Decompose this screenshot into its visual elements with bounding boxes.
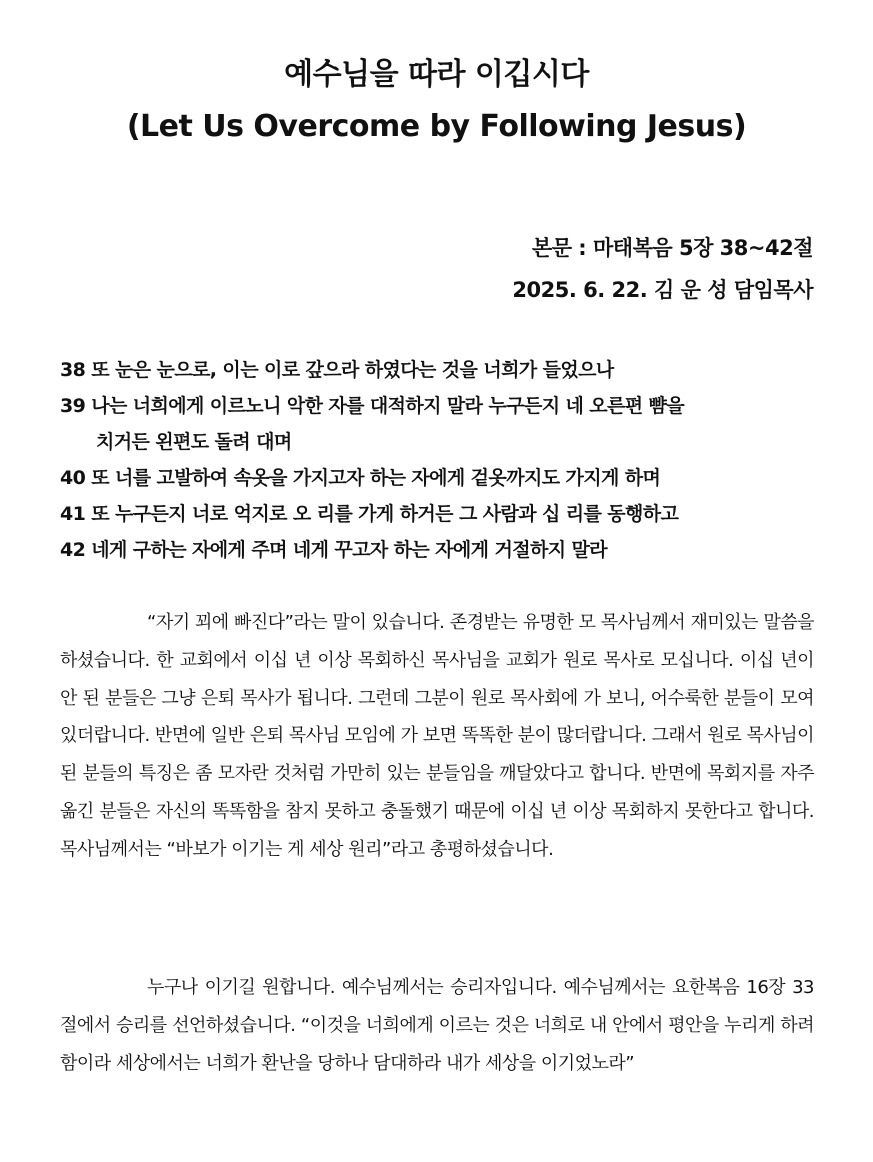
sermon-title-english: (Let Us Overcome by Following Jesus) [126, 109, 747, 144]
verse-number: 41 [60, 503, 86, 525]
sermon-title-korean: 예수님을 따라 이깁시다 [284, 57, 589, 92]
verse-line [60, 460, 820, 496]
scripture-verses [60, 352, 820, 568]
verse-line [60, 532, 820, 568]
verse-line [60, 388, 820, 424]
date-and-author: 2025. 6. 22. 김 운 성 담임목사 [512, 278, 813, 302]
verse-line [60, 352, 820, 388]
verse-text: 또 너를 고발하여 속옷을 가지고자 하는 자에게 겉옷까지도 가지게 하며 [91, 467, 661, 489]
verse-text: 나는 너희에게 이르노니 악한 자를 대적하지 말라 누구든지 네 오른편 뺨을 [91, 395, 685, 417]
body-paragraph: “자기 꾀에 빠진다”라는 말이 있습니다. 존경받는 유명한 모 목사님께서 재미있는 말씀을 하셨습니다. 한 교회에서 이십 년 이상 목회하신 목사님을 교회가 원로 목사로 모십니다. 이십 년이 안 된 분들은 그냥 은퇴 목사가 됩니다. 그런데 그분이 원로 목사회에 가 보니, 어수룩한 분들이 모여 있더랍니다. 반면에 일반 은퇴 목사님 모임에 가 보면 똑똑한 분이 많더랍니다. 그래서 원로 목사님이 된 분들의 특징은 좀 모자란 것처럼 가만히 있는 분들임을 깨달았다고 합니다. 반면에 목회지를 자주 옮긴 분들은 자신의 똑똑함을 참지 못하고 충돌했기 때문에 이십 년 이상 목회하지 못한다고 합니다. 목사님께서는 “바보가 이기는 게 세상 원리”라고 총평하셨습니다. [60, 612, 814, 860]
body-paragraph: 누구나 이기길 원합니다. 예수님께서는 승리자입니다. 예수님께서는 요한복음 16장 33절에서 승리를 선언하셨습니다. “이것을 너희에게 이르는 것은 너희로 내 안에서 평안을 누리게 하려 함이라 세상에서는 너희가 환난을 당하나 담대하라 내가 세상을 이기었노라” [60, 977, 814, 1074]
verse-continuation: 치거든 왼편도 돌려 대며 [96, 431, 292, 453]
verse-number: 38 [60, 359, 86, 381]
verse-text: 또 눈은 눈으로, 이는 이로 갚으라 하였다는 것을 너희가 들었으나 [91, 359, 614, 381]
verse-text: 네게 구하는 자에게 주며 네게 꾸고자 하는 자에게 거절하지 말라 [91, 539, 607, 561]
verse-line [60, 496, 820, 532]
verse-number: 40 [60, 467, 86, 489]
verse-number: 42 [60, 539, 86, 561]
verse-text: 또 누구든지 너로 억지로 오 리를 가게 하거든 그 사람과 십 리를 동행하고 [91, 503, 679, 525]
scripture-reference: 본문 : 마태복음 5장 38~42절 [531, 236, 813, 260]
verse-number: 39 [60, 395, 86, 417]
